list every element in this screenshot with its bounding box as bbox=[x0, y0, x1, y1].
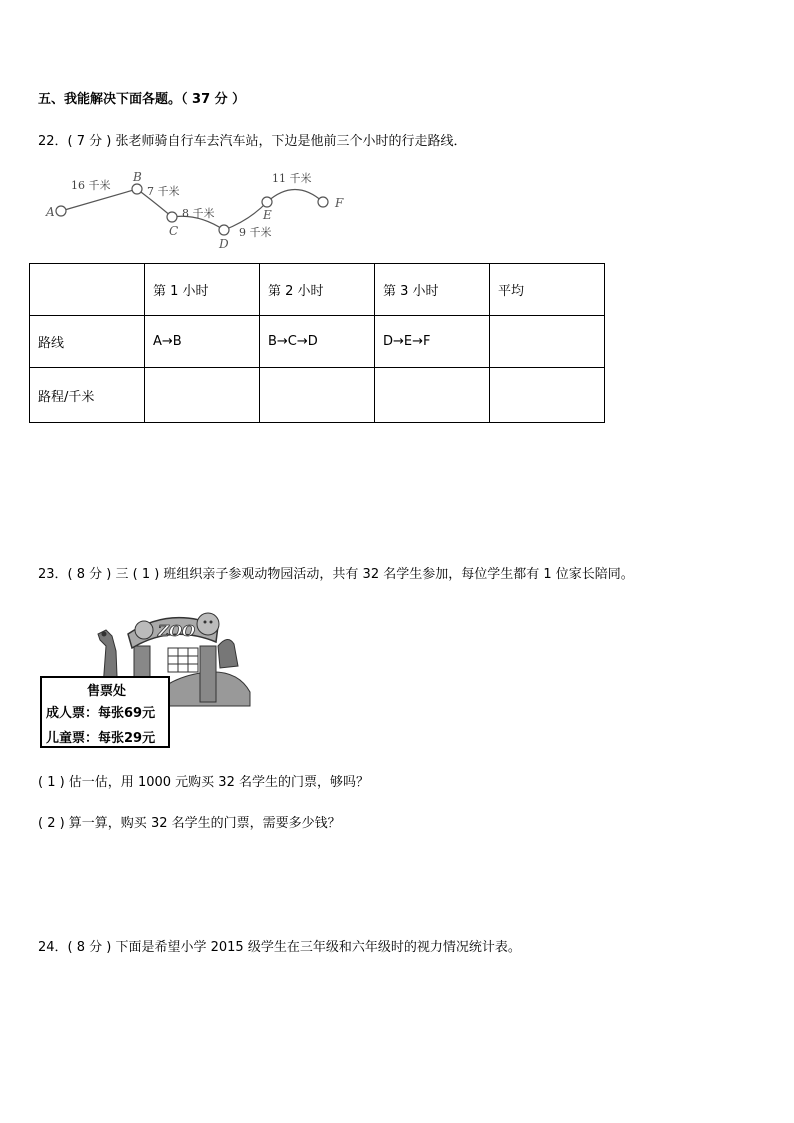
gate-pillar-right bbox=[200, 646, 216, 702]
child-ticket-price: 儿童票：每张29元 bbox=[46, 731, 156, 746]
route-segment-ef bbox=[267, 190, 323, 203]
point-d-label: D bbox=[219, 237, 229, 251]
adult-ticket-price: 成人票：每张69元 bbox=[46, 706, 156, 721]
point-b-marker bbox=[132, 184, 142, 194]
point-c-marker bbox=[167, 212, 177, 222]
fence-grid bbox=[168, 648, 198, 672]
table-cell: D→E→F bbox=[375, 316, 490, 368]
route-diagram bbox=[40, 165, 370, 257]
distance-ef-label: 11 千米 bbox=[272, 172, 312, 185]
zoo-sign-text: ZOO bbox=[158, 622, 196, 640]
distance-bc-label: 7 千米 bbox=[147, 185, 180, 198]
animal-face-icon bbox=[135, 621, 153, 639]
question-22-text: 22．( 7 分 ) 张老师骑自行车去汽车站，下边是他前三个小时的行走路线． bbox=[38, 134, 467, 149]
animal-icon bbox=[218, 639, 238, 668]
section-title: 五、我能解决下面各题。（ 37 分 ） bbox=[38, 92, 246, 107]
table-cell: 第 1 小时 bbox=[145, 264, 260, 316]
ticket-sign-title: 售票处 bbox=[87, 684, 127, 699]
distance-cd-label: 8 千米 bbox=[182, 207, 215, 220]
table-cell: 路程/千米 bbox=[30, 368, 145, 423]
point-f-label: F bbox=[335, 196, 344, 210]
table-cell-answer[interactable] bbox=[145, 368, 260, 423]
ticket-sign bbox=[40, 676, 170, 748]
table-cell-answer[interactable] bbox=[490, 368, 605, 423]
table-cell-answer[interactable] bbox=[375, 368, 490, 423]
point-a-label: A bbox=[46, 205, 55, 219]
table-row bbox=[30, 316, 605, 368]
question-23-part-1: ( 1 ) 估一估，用 1000 元购买 32 名学生的门票，够吗？ bbox=[38, 775, 369, 790]
table-cell: 第 3 小时 bbox=[375, 264, 490, 316]
table-cell-answer[interactable] bbox=[490, 316, 605, 368]
table-cell bbox=[30, 264, 145, 316]
point-c-label: C bbox=[169, 224, 179, 238]
route-segment-ab bbox=[61, 189, 137, 211]
point-e-label: E bbox=[263, 208, 272, 222]
table-cell: A→B bbox=[145, 316, 260, 368]
distance-ab-label: 16 千米 bbox=[71, 179, 111, 192]
table-cell: 路线 bbox=[30, 316, 145, 368]
table-cell: B→C→D bbox=[260, 316, 375, 368]
table-cell: 第 2 小时 bbox=[260, 264, 375, 316]
distance-de-label: 9 千米 bbox=[239, 226, 272, 239]
table-cell-answer[interactable] bbox=[260, 368, 375, 423]
point-d-marker bbox=[219, 225, 229, 235]
point-e-marker bbox=[262, 197, 272, 207]
question-24-text: 24．( 8 分 ) 下面是希望小学 2015 级学生在三年级和六年级时的视力情况统计表。 bbox=[38, 940, 521, 955]
question-23-text: 23．( 8 分 ) 三 ( 1 ) 班组织亲子参观动物园活动，共有 32 名学生参加，每位学生都有 1 位家长陪同。 bbox=[38, 567, 634, 582]
table-cell: 平均 bbox=[490, 264, 605, 316]
lion-face-icon bbox=[197, 613, 219, 635]
point-f-marker bbox=[318, 197, 328, 207]
question-23-part-2: ( 2 ) 算一算，购买 32 名学生的门票，需要多少钱？ bbox=[38, 816, 341, 831]
point-b-label: B bbox=[133, 170, 142, 184]
table-row bbox=[30, 368, 605, 423]
point-a-marker bbox=[56, 206, 66, 216]
table-header-row bbox=[30, 264, 605, 316]
route-table bbox=[29, 263, 605, 423]
